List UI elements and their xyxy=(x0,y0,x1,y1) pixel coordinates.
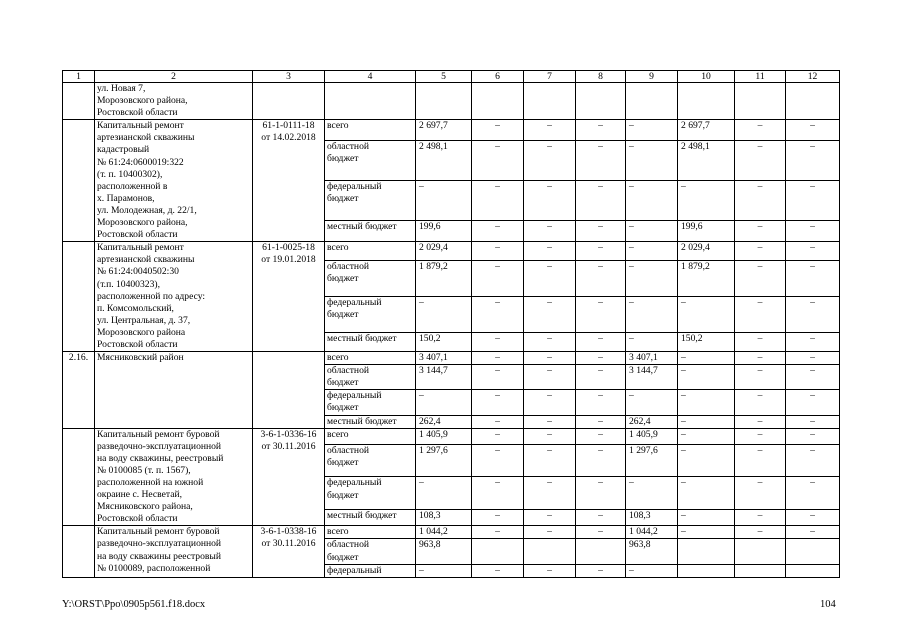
value-cell xyxy=(786,539,840,564)
value-cell: – xyxy=(576,390,626,415)
value-cell: – xyxy=(576,365,626,390)
value-cell: – xyxy=(576,477,626,509)
value-cell: – xyxy=(524,415,576,428)
value-cell: – xyxy=(678,509,735,526)
value-cell: – xyxy=(786,141,840,181)
funding-source: всего xyxy=(325,242,416,261)
page-number: 104 xyxy=(820,599,836,610)
funding-source: местный бюджет xyxy=(325,415,416,428)
value-cell: – xyxy=(576,526,626,539)
column-header: 5 xyxy=(416,71,472,83)
value-cell: 199,6 xyxy=(678,221,735,242)
column-header: 8 xyxy=(576,71,626,83)
funding-source: всего xyxy=(325,352,416,365)
value-cell xyxy=(524,539,576,564)
column-header: 6 xyxy=(472,71,524,83)
row-number xyxy=(63,526,95,577)
value-cell: – xyxy=(786,333,840,352)
funding-source: всего xyxy=(325,428,416,445)
value-cell: – xyxy=(735,428,786,445)
value-cell xyxy=(678,539,735,564)
object-name: Капитальный ремонт артезианской скважины кадастровый № 61:24:0600019:322 (т. п. 10400302), расположенной в х. Парамонов, ул. Молодежная, д. 22/1, Морозовского района, Ростовской области xyxy=(95,120,253,242)
value-cell: – xyxy=(735,526,786,539)
value-cell: – xyxy=(735,352,786,365)
value-cell: – xyxy=(626,261,678,297)
value-cell: – xyxy=(472,141,524,181)
document-ref: 3-6-1-0336-16 от 30.11.2016 xyxy=(253,428,325,526)
value-cell: – xyxy=(678,445,735,477)
funding-source: областной бюджет xyxy=(325,365,416,390)
column-header: 11 xyxy=(735,71,786,83)
value-cell: – xyxy=(786,120,840,141)
value-cell: – xyxy=(472,526,524,539)
value-cell: 2 697,7 xyxy=(678,120,735,141)
value-cell: – xyxy=(786,221,840,242)
value-cell: 1 879,2 xyxy=(416,261,472,297)
value-cell: – xyxy=(524,352,576,365)
value-cell: – xyxy=(472,564,524,577)
funding-source xyxy=(325,83,416,120)
value-cell: – xyxy=(626,333,678,352)
value-cell: – xyxy=(626,297,678,333)
value-cell xyxy=(735,539,786,564)
value-cell: 3 144,7 xyxy=(416,365,472,390)
value-cell: – xyxy=(786,365,840,390)
value-cell: 1 297,6 xyxy=(416,445,472,477)
value-cell: – xyxy=(735,415,786,428)
value-cell xyxy=(678,564,735,577)
value-cell: – xyxy=(626,221,678,242)
value-cell: 3 144,7 xyxy=(626,365,678,390)
value-cell: – xyxy=(786,428,840,445)
document-ref xyxy=(253,352,325,429)
value-cell xyxy=(678,83,735,120)
document-ref xyxy=(253,83,325,120)
value-cell: – xyxy=(524,221,576,242)
value-cell xyxy=(735,564,786,577)
value-cell: – xyxy=(735,221,786,242)
value-cell: – xyxy=(576,509,626,526)
funding-source: федеральный бюджет xyxy=(325,477,416,509)
funding-source: местный бюджет xyxy=(325,509,416,526)
value-cell: 1 405,9 xyxy=(416,428,472,445)
table-row xyxy=(63,120,840,141)
value-cell: – xyxy=(524,526,576,539)
value-cell: – xyxy=(735,365,786,390)
value-cell: – xyxy=(524,333,576,352)
value-cell: – xyxy=(472,120,524,141)
value-cell: – xyxy=(786,181,840,221)
value-cell: 262,4 xyxy=(626,415,678,428)
value-cell: – xyxy=(786,297,840,333)
table-row xyxy=(63,83,840,120)
header-row xyxy=(63,71,840,83)
column-header: 10 xyxy=(678,71,735,83)
value-cell: – xyxy=(678,477,735,509)
funding-source: местный бюджет xyxy=(325,221,416,242)
value-cell: – xyxy=(472,428,524,445)
row-number xyxy=(63,83,95,120)
value-cell xyxy=(472,83,524,120)
value-cell: – xyxy=(576,181,626,221)
value-cell: – xyxy=(735,242,786,261)
value-cell: – xyxy=(626,477,678,509)
value-cell: 2 697,7 xyxy=(416,120,472,141)
value-cell xyxy=(786,564,840,577)
value-cell xyxy=(576,539,626,564)
funding-source: федеральный бюджет xyxy=(325,181,416,221)
value-cell: – xyxy=(786,242,840,261)
file-path: Y:\ORST\Ppo\0905p561.f18.docx xyxy=(62,599,206,610)
value-cell: – xyxy=(524,120,576,141)
value-cell: – xyxy=(576,141,626,181)
value-cell: – xyxy=(416,181,472,221)
value-cell: – xyxy=(678,352,735,365)
value-cell: 150,2 xyxy=(416,333,472,352)
value-cell: – xyxy=(786,390,840,415)
value-cell: – xyxy=(576,333,626,352)
funding-source: областной бюджет xyxy=(325,141,416,181)
value-cell: – xyxy=(472,352,524,365)
value-cell: 1 297,6 xyxy=(626,445,678,477)
value-cell: – xyxy=(735,181,786,221)
funding-source: всего xyxy=(325,120,416,141)
value-cell: 963,8 xyxy=(416,539,472,564)
value-cell: – xyxy=(626,181,678,221)
value-cell: – xyxy=(472,365,524,390)
value-cell: – xyxy=(735,261,786,297)
budget-table xyxy=(62,70,840,578)
value-cell: – xyxy=(472,477,524,509)
value-cell: – xyxy=(524,141,576,181)
value-cell xyxy=(576,83,626,120)
value-cell: – xyxy=(678,390,735,415)
value-cell: 2 498,1 xyxy=(416,141,472,181)
value-cell: – xyxy=(786,477,840,509)
value-cell: 150,2 xyxy=(678,333,735,352)
value-cell: – xyxy=(524,564,576,577)
value-cell: – xyxy=(524,297,576,333)
value-cell: – xyxy=(626,564,678,577)
value-cell: – xyxy=(576,564,626,577)
funding-source: федеральный бюджет xyxy=(325,390,416,415)
value-cell: – xyxy=(472,509,524,526)
value-cell: – xyxy=(626,120,678,141)
value-cell: 3 407,1 xyxy=(416,352,472,365)
table-row xyxy=(63,242,840,261)
value-cell: – xyxy=(626,242,678,261)
value-cell: – xyxy=(524,428,576,445)
value-cell: – xyxy=(576,428,626,445)
value-cell: – xyxy=(416,564,472,577)
value-cell: – xyxy=(472,445,524,477)
value-cell: – xyxy=(786,445,840,477)
table-row xyxy=(63,352,840,365)
value-cell: – xyxy=(735,509,786,526)
row-number xyxy=(63,428,95,526)
value-cell: – xyxy=(472,297,524,333)
document-ref: 61-1-0025-18 от 19.01.2018 xyxy=(253,242,325,352)
value-cell xyxy=(472,539,524,564)
value-cell: 2 029,4 xyxy=(416,242,472,261)
value-cell: 1 879,2 xyxy=(678,261,735,297)
value-cell: – xyxy=(626,141,678,181)
funding-source: всего xyxy=(325,526,416,539)
value-cell: – xyxy=(735,141,786,181)
value-cell: – xyxy=(626,390,678,415)
value-cell: – xyxy=(576,297,626,333)
value-cell: 108,3 xyxy=(626,509,678,526)
value-cell: – xyxy=(786,352,840,365)
column-header: 12 xyxy=(786,71,840,83)
value-cell: – xyxy=(678,181,735,221)
value-cell: 1 044,2 xyxy=(416,526,472,539)
value-cell xyxy=(735,83,786,120)
value-cell: 3 407,1 xyxy=(626,352,678,365)
value-cell: – xyxy=(524,390,576,415)
value-cell: – xyxy=(472,221,524,242)
value-cell: 963,8 xyxy=(626,539,678,564)
value-cell: 108,3 xyxy=(416,509,472,526)
value-cell: 1 044,2 xyxy=(626,526,678,539)
value-cell: 262,4 xyxy=(416,415,472,428)
row-number xyxy=(63,242,95,352)
value-cell: – xyxy=(472,390,524,415)
value-cell: – xyxy=(735,445,786,477)
table-row xyxy=(63,428,840,445)
funding-source: областной бюджет xyxy=(325,261,416,297)
value-cell: – xyxy=(416,390,472,415)
value-cell: – xyxy=(524,365,576,390)
value-cell: – xyxy=(472,261,524,297)
value-cell: – xyxy=(735,120,786,141)
value-cell: – xyxy=(576,261,626,297)
value-cell: – xyxy=(735,390,786,415)
value-cell: – xyxy=(735,477,786,509)
value-cell: – xyxy=(735,297,786,333)
value-cell: – xyxy=(678,365,735,390)
value-cell: – xyxy=(472,333,524,352)
object-name: Капитальный ремонт артезианской скважины № 61:24:0040502:30 (т.п. 10400323), расположенной по адресу: п. Комсомольский, ул. Центральная, д. 37, Морозовского района Ростовской области xyxy=(95,242,253,352)
funding-source: местный бюджет xyxy=(325,333,416,352)
column-header: 9 xyxy=(626,71,678,83)
document-ref: 61-1-0111-18 от 14.02.2018 xyxy=(253,120,325,242)
value-cell: – xyxy=(416,477,472,509)
funding-source: федеральный бюджет xyxy=(325,297,416,333)
value-cell: – xyxy=(472,181,524,221)
column-header: 1 xyxy=(63,71,95,83)
value-cell: – xyxy=(576,445,626,477)
value-cell: – xyxy=(524,509,576,526)
column-header: 4 xyxy=(325,71,416,83)
value-cell: – xyxy=(416,297,472,333)
object-name: Капитальный ремонт буровой разведочно-эксплуатационной на воду скважины, реестровый № 0100085 (т. п. 1567), расположенной на южной окраине с. Несветай, Мясниковского района, Ростовской области xyxy=(95,428,253,526)
object-name: ул. Новая 7, Морозовского района, Ростовской области xyxy=(95,83,253,120)
value-cell: – xyxy=(524,261,576,297)
row-number: 2.16. xyxy=(63,352,95,429)
value-cell: – xyxy=(576,415,626,428)
value-cell: 2 029,4 xyxy=(678,242,735,261)
value-cell: 199,6 xyxy=(416,221,472,242)
value-cell: – xyxy=(472,415,524,428)
column-header: 3 xyxy=(253,71,325,83)
value-cell: – xyxy=(786,509,840,526)
table-row xyxy=(63,526,840,539)
funding-source: областной бюджет xyxy=(325,539,416,564)
value-cell: – xyxy=(678,526,735,539)
value-cell: – xyxy=(678,297,735,333)
row-number xyxy=(63,120,95,242)
column-header: 2 xyxy=(95,71,253,83)
value-cell xyxy=(524,83,576,120)
object-name: Капитальный ремонт буровой разведочно-эксплуатационной на воду скважины реестровый № 0100089, расположенной xyxy=(95,526,253,577)
value-cell xyxy=(626,83,678,120)
value-cell: – xyxy=(735,333,786,352)
value-cell: – xyxy=(524,242,576,261)
value-cell: – xyxy=(576,120,626,141)
column-header: 7 xyxy=(524,71,576,83)
value-cell xyxy=(416,83,472,120)
value-cell: 1 405,9 xyxy=(626,428,678,445)
value-cell: – xyxy=(786,415,840,428)
value-cell: – xyxy=(678,415,735,428)
value-cell: – xyxy=(472,242,524,261)
value-cell: – xyxy=(524,181,576,221)
object-name: Мясниковский район xyxy=(95,352,253,429)
value-cell: 2 498,1 xyxy=(678,141,735,181)
value-cell: – xyxy=(678,428,735,445)
funding-source: федеральный xyxy=(325,564,416,577)
value-cell: – xyxy=(576,352,626,365)
value-cell: – xyxy=(576,221,626,242)
value-cell: – xyxy=(576,242,626,261)
value-cell: – xyxy=(524,445,576,477)
value-cell: – xyxy=(786,261,840,297)
value-cell: – xyxy=(786,526,840,539)
value-cell xyxy=(786,83,840,120)
value-cell: – xyxy=(524,477,576,509)
funding-source: областной бюджет xyxy=(325,445,416,477)
document-ref: 3-6-1-0338-16 от 30.11.2016 xyxy=(253,526,325,577)
